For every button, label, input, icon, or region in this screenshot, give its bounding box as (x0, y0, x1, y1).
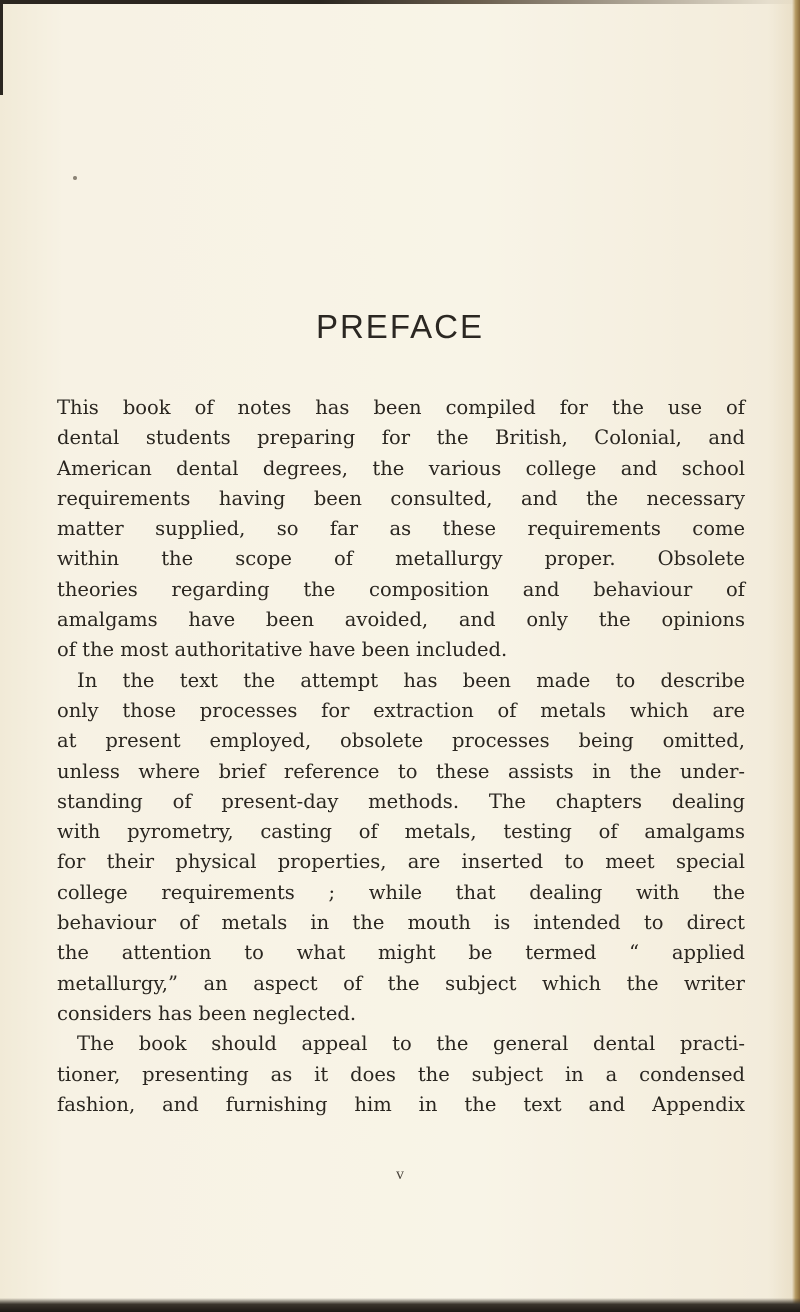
page-title: PREFACE (315, 308, 485, 345)
text-line: requirements having been consulted, and the necessary (57, 486, 745, 510)
text-line: considers has been neglected. (57, 1001, 357, 1025)
paper-speck (73, 176, 77, 180)
page-bottom-edge (0, 1298, 800, 1312)
preface-body (57, 393, 745, 1120)
text-line: college requirements ; while that dealing with the (57, 880, 745, 904)
page-number: v (396, 1166, 404, 1183)
text-line: the attention to what might be termed “ applied (57, 941, 745, 965)
text-line: matter supplied, so far as these requirements come (57, 517, 745, 541)
text-line: In the text the attempt has been made to describe (77, 668, 745, 692)
text-line: tioner, presenting as it does the subject in a condensed (57, 1062, 745, 1086)
text-line: unless where brief reference to these assists in the under- (57, 759, 745, 783)
page-left-edge (0, 0, 3, 95)
text-line: theories regarding the composition and behaviour of (57, 577, 745, 601)
text-line: at present employed, obsolete processes being omitted, (57, 729, 745, 753)
text-line: American dental degrees, the various college and school (57, 456, 745, 480)
page-top-edge (0, 0, 800, 4)
text-line: with pyrometry, casting of metals, testing of amalgams (57, 820, 745, 844)
text-line: dental students preparing for the British, Colonial, and (57, 426, 745, 450)
text-line: for their physical properties, are inserted to meet special (57, 850, 745, 874)
text-line: standing of present-day methods. The chapters dealing (57, 789, 745, 813)
page-right-edge (792, 0, 800, 1312)
text-line: only those processes for extraction of metals which are (57, 698, 745, 722)
text-line: metallurgy,” an aspect of the subject which the writer (57, 971, 745, 995)
text-line: fashion, and furnishing him in the text and Appendix (57, 1092, 745, 1116)
text-line: amalgams have been avoided, and only the opinions (57, 608, 745, 632)
text-line: behaviour of metals in the mouth is intended to direct (57, 911, 745, 935)
text-line: This book of notes has been compiled for the use of (57, 396, 745, 419)
text-line: of the most authoritative have been included. (57, 638, 508, 662)
text-line: within the scope of metallurgy proper. Obsolete (57, 547, 745, 571)
text-line: The book should appeal to the general dental practi- (77, 1032, 745, 1056)
